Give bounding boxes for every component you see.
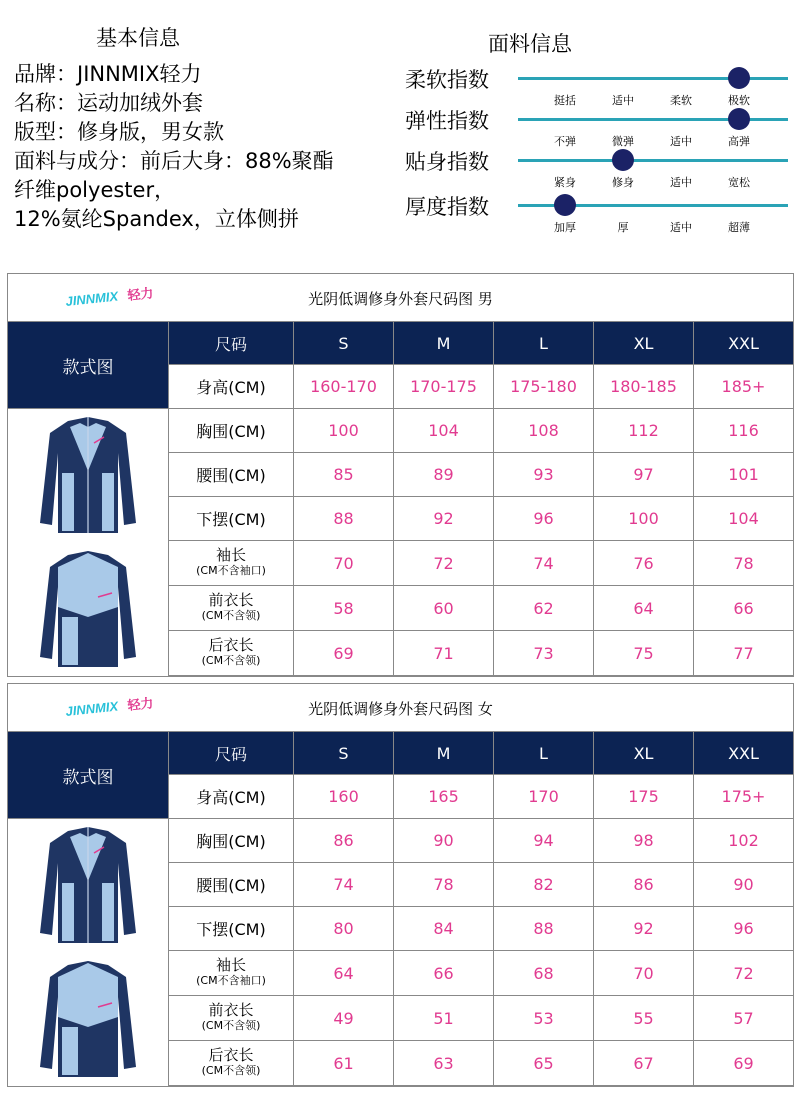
size-header: S <box>294 322 394 365</box>
row-label-note: (CM不含领) <box>201 1019 261 1032</box>
size-value: 78 <box>394 863 494 907</box>
size-value: 97 <box>594 453 694 497</box>
row-label: 下摆(CM) <box>169 497 294 541</box>
size-value: 100 <box>294 409 394 453</box>
size-value: 64 <box>594 586 694 631</box>
row-label <box>169 586 294 631</box>
row-label: 下摆(CM) <box>169 907 294 951</box>
size-value: 104 <box>394 409 494 453</box>
jacket-back-icon <box>38 957 138 1082</box>
size-grid <box>8 322 793 676</box>
size-value: 102 <box>694 819 793 863</box>
size-header: L <box>494 322 594 365</box>
table-caption: 光阴低调修身外套尺码图 男 <box>308 290 493 308</box>
row-label: 胸围(CM) <box>169 819 294 863</box>
fabric-scale-tick: 修身 <box>612 176 634 189</box>
size-header: XL <box>594 732 694 775</box>
size-value: 51 <box>394 996 494 1041</box>
size-value: 63 <box>394 1041 494 1086</box>
fabric-index-label: 贴身指数 <box>405 150 489 174</box>
svg-text:JINNMIX: JINNMIX <box>64 288 119 309</box>
size-value: 72 <box>694 951 793 996</box>
fabric-index-label: 厚度指数 <box>405 195 489 219</box>
size-table-men <box>7 273 794 677</box>
fabric-scale-line <box>518 159 788 162</box>
size-value: 57 <box>694 996 793 1041</box>
row-label-main: 后衣长 <box>208 1046 254 1064</box>
size-value: 85 <box>294 453 394 497</box>
jacket-front-icon <box>38 823 138 948</box>
fabric-scale-tick: 宽松 <box>728 176 750 189</box>
fabric-scale-tick: 高弹 <box>728 135 750 148</box>
fabric-scale-tick: 加厚 <box>554 221 576 234</box>
size-value: 55 <box>594 996 694 1041</box>
jacket-back-icon <box>38 547 138 672</box>
size-value: 94 <box>494 819 594 863</box>
size-value: 74 <box>494 541 594 586</box>
size-value: 89 <box>394 453 494 497</box>
size-value: 68 <box>494 951 594 996</box>
style-images <box>8 819 169 1086</box>
size-value: 175+ <box>694 775 793 819</box>
fabric-scale-tick: 紧身 <box>554 176 576 189</box>
size-value: 96 <box>494 497 594 541</box>
style-label: 款式图 <box>8 732 169 819</box>
size-header: M <box>394 732 494 775</box>
style-label: 款式图 <box>8 322 169 409</box>
basic-info-list <box>14 60 394 234</box>
name-line: 名称：运动加绒外套 <box>14 91 203 115</box>
row-label-main: 袖长 <box>215 956 246 974</box>
size-value: 70 <box>294 541 394 586</box>
size-value: 53 <box>494 996 594 1041</box>
size-value: 71 <box>394 631 494 676</box>
size-value: 77 <box>694 631 793 676</box>
size-value: 66 <box>394 951 494 996</box>
svg-text:轻力: 轻力 <box>126 696 155 714</box>
size-value: 90 <box>394 819 494 863</box>
style-images <box>8 409 169 676</box>
row-label-note: (CM不含领) <box>201 1064 261 1077</box>
size-value: 175 <box>594 775 694 819</box>
fabric-info-title: 面料信息 <box>488 32 572 56</box>
size-value: 70 <box>594 951 694 996</box>
size-value: 49 <box>294 996 394 1041</box>
fabric-scale-marker <box>612 149 634 171</box>
fabric-scale-tick: 微弹 <box>612 135 634 148</box>
size-value: 100 <box>594 497 694 541</box>
size-value: 64 <box>294 951 394 996</box>
size-value: 73 <box>494 631 594 676</box>
size-value: 175-180 <box>494 365 594 409</box>
size-value: 98 <box>594 819 694 863</box>
size-header: L <box>494 732 594 775</box>
fabric-scale-tick: 适中 <box>612 94 634 107</box>
size-value: 78 <box>694 541 793 586</box>
fabric-line: 12%氨纶Spandex，立体侧拼 <box>14 207 299 231</box>
fit-line: 版型：修身版，男女款 <box>14 120 224 144</box>
size-value: 67 <box>594 1041 694 1086</box>
fabric-scale-tick: 柔软 <box>670 94 692 107</box>
size-value: 165 <box>394 775 494 819</box>
svg-text:轻力: 轻力 <box>126 286 155 304</box>
size-value: 66 <box>694 586 793 631</box>
size-table-women <box>7 683 794 1087</box>
size-value: 116 <box>694 409 793 453</box>
size-value: 62 <box>494 586 594 631</box>
size-value: 69 <box>294 631 394 676</box>
fabric-line: 面料与成分：前后大身：88%聚酯 <box>14 149 334 173</box>
fabric-index-label: 柔软指数 <box>405 68 489 92</box>
table-header <box>8 274 793 322</box>
row-label-note: (CM不含领) <box>201 609 261 622</box>
size-value: 69 <box>694 1041 793 1086</box>
size-value: 86 <box>294 819 394 863</box>
size-value: 65 <box>494 1041 594 1086</box>
fabric-scale-marker <box>554 194 576 216</box>
size-header-label: 尺码 <box>169 322 294 365</box>
size-value: 92 <box>594 907 694 951</box>
fabric-scale-marker <box>728 108 750 130</box>
fabric-scale-tick: 适中 <box>670 135 692 148</box>
row-label: 腰围(CM) <box>169 863 294 907</box>
size-value: 160-170 <box>294 365 394 409</box>
fabric-index-label: 弹性指数 <box>405 109 489 133</box>
fabric-scale-tick: 不弹 <box>554 135 576 148</box>
row-label-note: (CM不含袖口) <box>196 974 266 987</box>
size-value: 82 <box>494 863 594 907</box>
brand-line: 品牌：JINNMIX轻力 <box>14 62 202 86</box>
fabric-line: 纤维polyester， <box>14 178 176 202</box>
jacket-front-icon <box>38 413 138 538</box>
size-value: 86 <box>594 863 694 907</box>
size-header: XXL <box>694 732 793 775</box>
size-header: S <box>294 732 394 775</box>
fabric-scale-tick: 挺括 <box>554 94 576 107</box>
size-value: 180-185 <box>594 365 694 409</box>
size-value: 76 <box>594 541 694 586</box>
size-value: 160 <box>294 775 394 819</box>
size-grid <box>8 732 793 1086</box>
row-label-main: 后衣长 <box>208 636 254 654</box>
size-value: 170 <box>494 775 594 819</box>
size-value: 88 <box>294 497 394 541</box>
size-header: XL <box>594 322 694 365</box>
table-header <box>8 684 793 732</box>
size-value: 60 <box>394 586 494 631</box>
size-value: 96 <box>694 907 793 951</box>
size-header-label: 尺码 <box>169 732 294 775</box>
row-label: 身高(CM) <box>169 775 294 819</box>
size-header: XXL <box>694 322 793 365</box>
size-value: 92 <box>394 497 494 541</box>
size-value: 112 <box>594 409 694 453</box>
fabric-scale-tick: 适中 <box>670 221 692 234</box>
svg-text:JINNMIX: JINNMIX <box>64 698 119 719</box>
size-value: 185+ <box>694 365 793 409</box>
fabric-scale-tick: 适中 <box>670 176 692 189</box>
size-value: 80 <box>294 907 394 951</box>
row-label <box>169 996 294 1041</box>
size-value: 88 <box>494 907 594 951</box>
size-value: 170-175 <box>394 365 494 409</box>
size-value: 74 <box>294 863 394 907</box>
size-value: 61 <box>294 1041 394 1086</box>
row-label: 胸围(CM) <box>169 409 294 453</box>
size-value: 58 <box>294 586 394 631</box>
size-value: 104 <box>694 497 793 541</box>
row-label <box>169 951 294 996</box>
size-value: 90 <box>694 863 793 907</box>
row-label <box>169 1041 294 1086</box>
size-value: 84 <box>394 907 494 951</box>
fabric-scale-tick: 厚 <box>617 221 629 234</box>
size-value: 93 <box>494 453 594 497</box>
basic-info-title: 基本信息 <box>96 26 180 50</box>
size-value: 72 <box>394 541 494 586</box>
row-label-main: 前衣长 <box>208 591 254 609</box>
row-label <box>169 631 294 676</box>
size-header: M <box>394 322 494 365</box>
fabric-scale-marker <box>728 67 750 89</box>
row-label: 腰围(CM) <box>169 453 294 497</box>
table-caption: 光阴低调修身外套尺码图 女 <box>308 700 493 718</box>
size-value: 108 <box>494 409 594 453</box>
row-label: 身高(CM) <box>169 365 294 409</box>
row-label-main: 前衣长 <box>208 1001 254 1019</box>
fabric-scale-tick: 超薄 <box>728 221 750 234</box>
row-label-note: (CM不含袖口) <box>196 564 266 577</box>
row-label <box>169 541 294 586</box>
fabric-scale-tick: 极软 <box>728 94 750 107</box>
row-label-note: (CM不含领) <box>201 654 261 667</box>
size-value: 101 <box>694 453 793 497</box>
size-value: 75 <box>594 631 694 676</box>
row-label-main: 袖长 <box>215 546 246 564</box>
